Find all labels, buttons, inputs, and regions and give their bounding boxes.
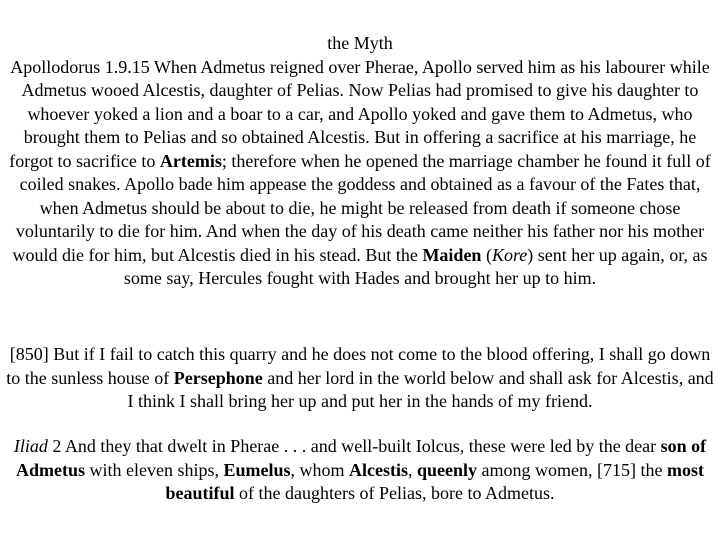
bold-term-most-beautiful: most beautiful [165, 459, 704, 503]
text-segment: , [408, 459, 418, 480]
text-segment: ( [481, 244, 492, 265]
bold-term-artemis: Artemis [159, 150, 222, 171]
iliad-paragraph [6, 435, 714, 506]
text-segment: among women, [715] the [477, 459, 667, 480]
bold-term-maiden: Maiden [422, 244, 482, 265]
quote-paragraph-850 [6, 343, 714, 414]
text-segment: and her lord in the world below and shall ask for Alcestis, and I think I shall bring her up and put her in the hands of my friend. [127, 367, 714, 411]
bold-term-son-of-admetus: son of Admetus [16, 436, 707, 480]
heading: the Myth [327, 33, 393, 53]
bold-term-eumelus: Eumelus [223, 459, 291, 480]
myth-paragraph [6, 32, 714, 291]
text-segment: 2 And they that dwelt in Pherae . . . and well-built Iolcus, these were led by the dear [47, 436, 661, 456]
text-segment: ; therefore when he opened the marriage chamber he found it full of coiled snakes. Apollo bade him appease the goddess and obtained as a favour of the Fates that, when Admetus should be about to die, he might be released from death if someone chose voluntarily to die for him. And when the day of his death came neither his father nor his mother would die for him, but Alcestis died in his stead. But the [12, 150, 711, 265]
text-segment: of the daughters of Pelias, bore to Admetus. [234, 483, 555, 503]
bold-term-queenly: queenly [417, 459, 478, 480]
text-segment: ) sent her up again, or, as some say, Hercules fought with Hades and brought her up to him. [123, 244, 708, 288]
text-segment: with eleven ships, [85, 459, 224, 480]
text-segment: Apollodorus 1.9.15 When Admetus reigned over Pherae, Apollo served him as his labourer while Admetus wooed Alcestis, daughter of Pelias. Now Pelias had promised to give his daughter to whoever yoked a lion and a boar to a car, and Apollo yoked and gave them to Admetus, who brought them to Pelias and so obtained Alcestis. But in offering a sacrifice at his marriage, he forgot to sacrifice to [9, 56, 710, 171]
text-segment: [850] But if I fail to catch this quarry and he does not come to the blood offering, I shall go down to the sunless house of [6, 344, 711, 388]
text-segment: , whom [290, 459, 350, 480]
bold-term-alcestis: Alcestis [349, 459, 409, 480]
italic-title-iliad: Iliad [13, 436, 48, 456]
bold-term-persephone: Persephone [173, 367, 263, 388]
italic-term-kore: Kore [491, 244, 528, 265]
